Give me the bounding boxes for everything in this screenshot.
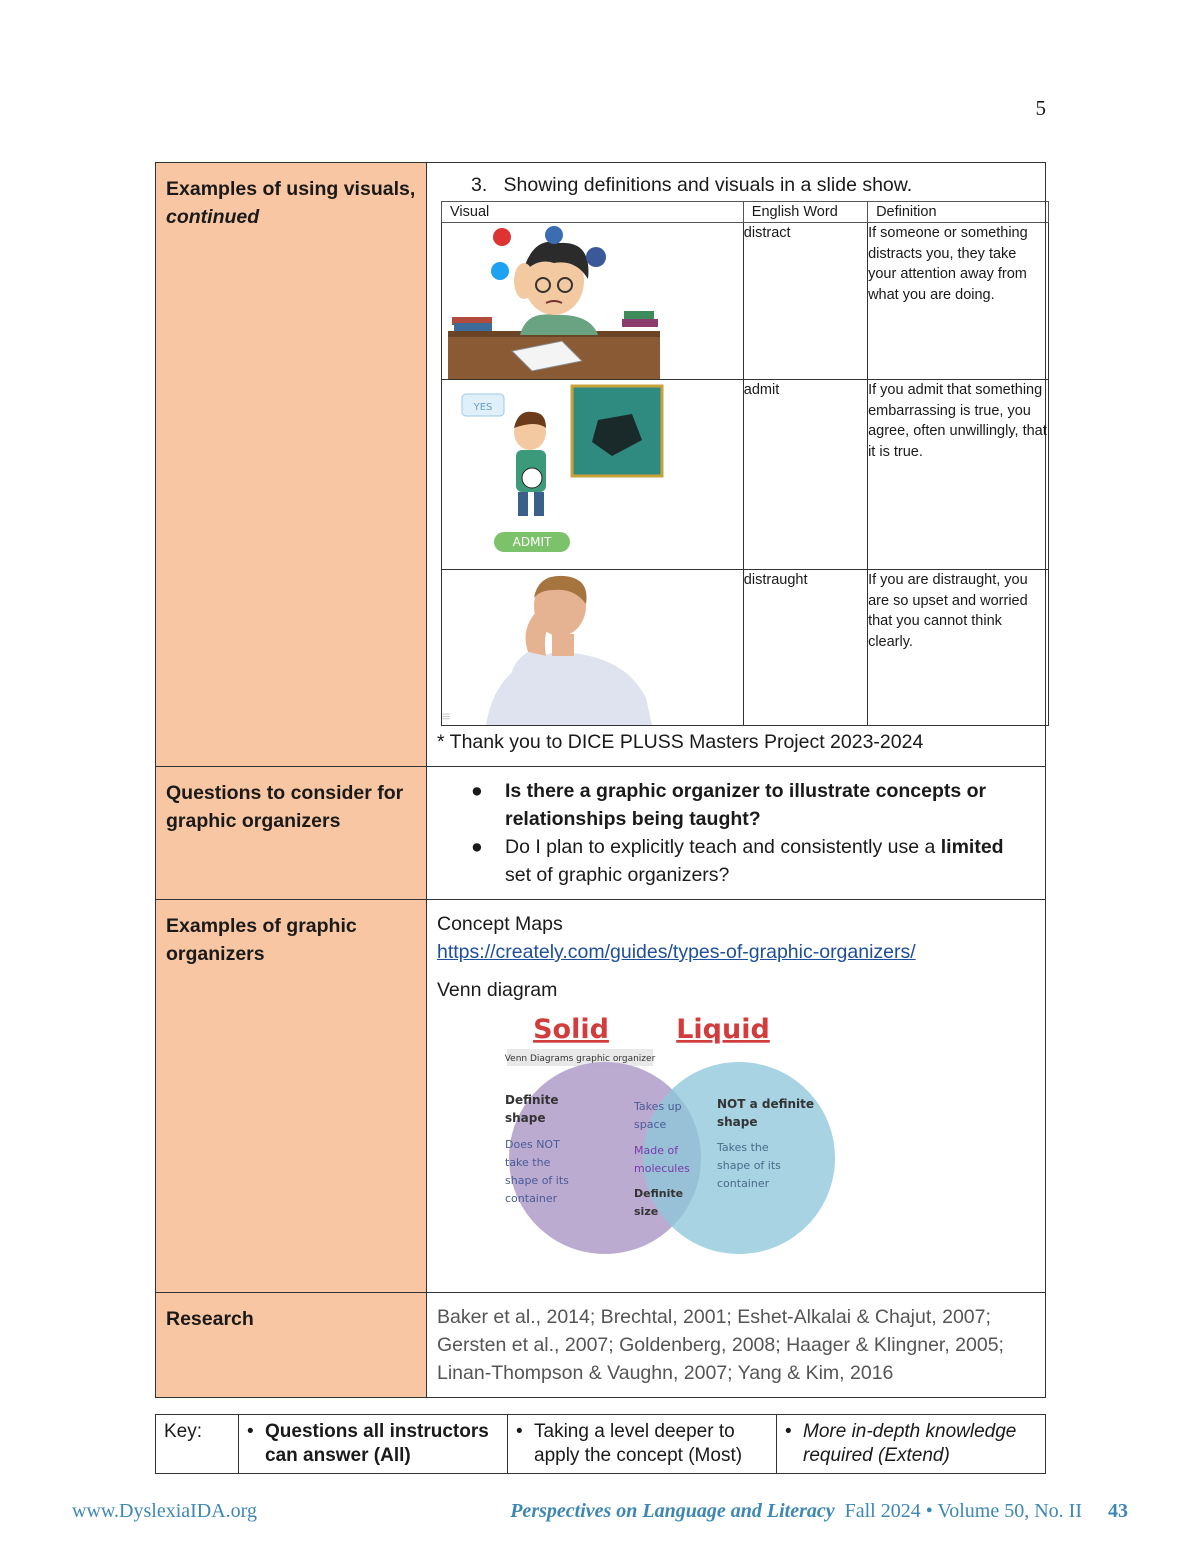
- row-label-visuals: [156, 163, 427, 767]
- venn-solid-line-2: take the: [505, 1156, 551, 1169]
- footer-issue: Fall 2024 • Volume 50, No. II: [844, 1500, 1082, 1522]
- question-list: [437, 777, 1035, 889]
- key-all: [239, 1415, 508, 1474]
- vocab-definition-distract: If someone or something distracts you, they take your attention away from what you are doing.: [868, 223, 1049, 380]
- page-footer: [72, 1500, 1128, 1526]
- venn-liquid-line-3: container: [717, 1177, 770, 1190]
- item-text: Showing definitions and visuals in a slide show.: [503, 174, 913, 196]
- venn-circle-liquid: [643, 1062, 835, 1254]
- row-organizers: [156, 900, 1046, 1293]
- key-most-text: Taking a level deeper to apply the concept (Most): [534, 1421, 743, 1466]
- distracted-student-illustration: [442, 223, 660, 379]
- bullet-icon: •: [785, 1421, 792, 1442]
- bullet-icon: ●: [471, 836, 483, 858]
- venn-title-liquid: Liquid: [676, 1014, 770, 1045]
- vocab-visual-distraught: [442, 570, 744, 726]
- slide-show-item: [437, 171, 1035, 199]
- content-organizers: [427, 900, 1046, 1293]
- question-2-text-before: Do I plan to explicitly teach and consistently use a: [505, 836, 941, 858]
- question-2-bold: limited: [940, 836, 1004, 858]
- admit-badge-text: ADMIT: [512, 535, 552, 549]
- label-visuals-text: Examples of using visuals,: [166, 178, 416, 200]
- venn-liquid-line-1: Takes the: [717, 1141, 769, 1154]
- vocab-visual-distract: [442, 223, 744, 380]
- key-label: Key:: [156, 1415, 239, 1474]
- bullet-icon: •: [247, 1421, 254, 1442]
- row-visuals: [156, 163, 1046, 767]
- key-extend-text: More in-depth knowledge required (Extend): [803, 1421, 1017, 1466]
- question-item-1: [471, 777, 1035, 833]
- vocab-definition-distraught: If you are distraught, you are so upset and worried that you cannot think clearly.: [868, 570, 1049, 726]
- question-1-text: Is there a graphic organizer to illustrate concepts or relationships being taught?: [505, 780, 987, 830]
- footer-page-number: 43: [1108, 1500, 1128, 1522]
- item-number: 3.: [471, 174, 488, 196]
- acknowledgement: * Thank you to DICE PLUSS Masters Project 2023-2024: [437, 731, 924, 753]
- vocab-row-distraught: [442, 570, 1049, 726]
- venn-solid-line-4: container: [505, 1192, 558, 1205]
- footer-journal-title: Perspectives on Language and Literacy: [510, 1500, 835, 1522]
- key-table: [155, 1414, 1046, 1474]
- svg-text:|||: |||: [442, 712, 450, 720]
- bullet-icon: •: [516, 1421, 523, 1442]
- vocabulary-table: [441, 201, 1049, 726]
- vocab-row-admit: [442, 380, 1049, 570]
- key-most: [508, 1415, 777, 1474]
- venn-solid-bold-2: shape: [505, 1111, 546, 1125]
- vocab-word-distraught: distraught: [743, 570, 867, 726]
- venn-solid-bold-1: Definite: [505, 1093, 559, 1107]
- venn-liquid-bold-2: shape: [717, 1115, 758, 1129]
- row-label-research: Research: [156, 1293, 427, 1398]
- key-extend: [777, 1415, 1046, 1474]
- question-2-text-after: set of graphic organizers?: [505, 864, 730, 886]
- lesson-table: [155, 162, 1046, 1398]
- venn-caption: Venn Diagrams graphic organizer: [504, 1054, 656, 1064]
- row-label-questions: Questions to consider for graphic organizers: [156, 767, 427, 900]
- question-item-2: [471, 833, 1035, 889]
- venn-liquid-line-2: shape of its: [717, 1159, 781, 1172]
- vocab-row-distract: [442, 223, 1049, 380]
- content-questions: [427, 767, 1046, 900]
- admit-illustration: [442, 380, 670, 569]
- distraught-man-photo: [442, 570, 727, 725]
- vocab-header-definition: Definition: [868, 202, 1049, 223]
- research-citations: Baker et al., 2014; Brechtal, 2001; Eshet-Alkalai & Chajut, 2007; Gersten et al., 2007; Goldenberg, 2008; Haager & Klingner, 2005; Linan-Thompson & Vaughn, 2007; Yang & Kim, 2016: [427, 1293, 1046, 1398]
- venn-mid-3a: Definite: [634, 1187, 684, 1200]
- footer-site[interactable]: www.DyslexiaIDA.org: [72, 1500, 257, 1522]
- vocab-definition-admit: If you admit that something embarrassing is true, you agree, often unwillingly, that it is true.: [868, 380, 1049, 570]
- vocab-word-admit: admit: [743, 380, 867, 570]
- venn-diagram: [467, 1008, 1035, 1274]
- venn-solid-line-3: shape of its: [505, 1174, 569, 1187]
- venn-liquid-bold-1: NOT a definite: [717, 1097, 815, 1111]
- venn-heading: Venn diagram: [437, 979, 558, 1001]
- label-visuals-emphasis: continued: [166, 206, 260, 228]
- vocab-word-distract: distract: [743, 223, 867, 380]
- venn-mid-1a: Takes up: [634, 1100, 682, 1113]
- page-number: 5: [1035, 96, 1046, 120]
- vocab-header-visual: Visual: [442, 202, 744, 223]
- vocab-header-word: English Word: [743, 202, 867, 223]
- vocab-header-row: [442, 202, 1049, 223]
- row-research: [156, 1293, 1046, 1398]
- bullet-icon: ●: [471, 780, 483, 802]
- creately-link[interactable]: https://creately.com/guides/types-of-graphic-organizers/: [437, 941, 916, 963]
- key-row: [156, 1415, 1046, 1474]
- venn-solid-line-1: Does NOT: [505, 1138, 560, 1151]
- row-questions: [156, 767, 1046, 900]
- venn-mid-2b: molecules: [634, 1162, 690, 1175]
- content-visuals: [427, 163, 1046, 767]
- row-label-organizers: Examples of graphic organizers: [156, 900, 427, 1293]
- concept-maps-heading: Concept Maps: [437, 913, 563, 935]
- venn-title-solid: Solid: [533, 1014, 609, 1045]
- footer-journal: [510, 1500, 1082, 1523]
- admit-bubble-text: YES: [473, 402, 493, 413]
- venn-mid-2a: Made of: [634, 1144, 679, 1157]
- vocab-visual-admit: [442, 380, 744, 570]
- venn-mid-1b: space: [634, 1118, 667, 1131]
- key-all-text: Questions all instructors can answer (All): [265, 1421, 489, 1466]
- venn-mid-3b: size: [634, 1205, 659, 1218]
